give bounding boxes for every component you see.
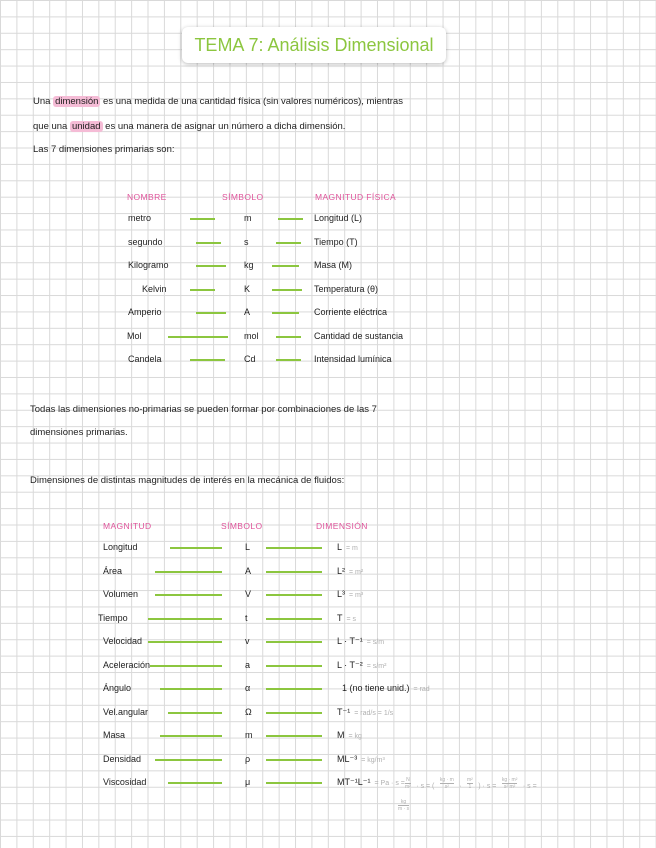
table2-dimension-0	[337, 542, 358, 552]
table2-connector-right-6	[266, 688, 322, 690]
table1-connector-left-6	[190, 359, 225, 361]
table1-symbol-6: Cd	[244, 354, 256, 364]
table2-name-6: Ángulo	[103, 683, 132, 693]
unit-value: = m²	[349, 568, 364, 576]
table1-magnitude-3: Temperatura (θ)	[314, 283, 379, 294]
table2-name-7: Vel.angular	[103, 706, 149, 717]
table1-header-symbol: SÍMBOLO	[222, 192, 264, 202]
mid-line-3: Dimensiones de distintas magnitudes de interés en la mecánica de fluidos:	[30, 475, 345, 486]
table2-name-8: Masa	[103, 730, 126, 740]
dimension-value: ML⁻³	[337, 753, 358, 764]
highlight-dimension: dimensión	[55, 96, 99, 107]
table1-connector-left-4	[196, 312, 226, 314]
table2-connector-left-4	[148, 641, 222, 643]
table2-symbol-8: m	[245, 730, 253, 740]
unit-value: = s/m	[366, 639, 385, 646]
unit-value: = kg/m³	[361, 756, 385, 764]
table2-connector-left-9	[155, 759, 222, 761]
table2-dimension-7	[337, 707, 393, 718]
table2-connector-left-10	[168, 782, 222, 784]
table2-dimension-10	[337, 777, 405, 788]
table1-name-4: Amperio	[128, 307, 162, 317]
table1-magnitude-2: Masa (M)	[314, 260, 352, 270]
dimension-value: M	[337, 730, 345, 740]
table2-connector-right-0	[266, 547, 322, 549]
table2-header-symbol: SÍMBOLO	[221, 521, 263, 531]
table1-symbol-3: K	[244, 283, 251, 294]
table2-header-magnitude: MAGNITUD	[103, 521, 152, 531]
dimension-value: L · T⁻¹	[337, 636, 363, 646]
table2-connector-left-6	[160, 688, 222, 690]
table2-symbol-5: a	[245, 659, 251, 670]
unit-value: = kg	[348, 733, 362, 740]
table2-dimension-2	[337, 589, 363, 599]
table2-symbol-3: t	[245, 612, 248, 623]
highlight-unit: unidad	[71, 121, 101, 132]
table2-dimension-1	[337, 566, 363, 576]
table1-connector-right-2	[272, 265, 299, 267]
table2-dimension-8	[337, 730, 362, 740]
table2-symbol-6: α	[245, 683, 251, 693]
table2-connector-left-8	[160, 735, 222, 737]
table2-connector-right-1	[266, 571, 322, 573]
table1-connector-right-1	[276, 242, 301, 244]
dimension-value: L · T⁻²	[337, 659, 363, 670]
table1-connector-left-3	[190, 289, 215, 291]
table2-symbol-9: ρ	[245, 753, 251, 764]
table2-name-3: Tiempo	[98, 612, 128, 623]
table2-connector-right-4	[266, 641, 322, 643]
unit-value: = s/m²	[366, 662, 387, 670]
table2-dimension-6	[342, 683, 430, 693]
unit-value: = rad/s = 1/s	[354, 709, 394, 717]
table1-symbol-4: A	[244, 307, 251, 317]
table2-dimension-3	[337, 613, 356, 623]
table2-symbol-7: Ω	[245, 706, 252, 717]
table2-name-0: Longitud	[103, 542, 138, 552]
table2-connector-right-2	[266, 594, 322, 596]
table2-connector-right-7	[266, 712, 322, 714]
table2-connector-left-7	[168, 712, 222, 714]
table1-symbol-1: s	[244, 236, 249, 247]
table2-connector-left-2	[155, 594, 222, 596]
table1-magnitude-5: Cantidad de sustancia	[314, 330, 404, 341]
table1-magnitude-1: Tiempo (T)	[314, 236, 358, 247]
table2-connector-left-5	[150, 665, 222, 667]
table1-name-0: metro	[128, 213, 152, 223]
table1-connector-right-3	[272, 289, 302, 291]
unit-value: = m	[346, 545, 358, 552]
table1-magnitude-0: Longitud (L)	[314, 213, 363, 223]
table1-connector-right-6	[276, 359, 301, 361]
table1-connector-right-0	[278, 218, 303, 220]
table1-name-1: segundo	[128, 236, 163, 247]
dimension-value: 1 (no tiene unid.)	[342, 683, 410, 693]
table2-symbol-4: v	[245, 636, 250, 646]
table1-connector-right-5	[276, 336, 301, 338]
dimension-value: T	[337, 612, 343, 623]
table2-connector-right-5	[266, 665, 322, 667]
table1-connector-left-1	[196, 242, 221, 244]
table2-name-9: Densidad	[103, 753, 142, 764]
dimension-value: T⁻¹	[337, 706, 351, 717]
table2-connector-right-10	[266, 782, 322, 784]
viscosity-expression: $\frac{N}{\text{m²}}$ · s = ( $\frac{kg \cdot m}{\text{s²}}$ · $\frac{\text{m²}}{1}$ ) · s = $\frac{\text{kg · m²}}{\text{s² m²}}$ · s =	[405, 777, 537, 791]
page-title: TEMA 7: Análisis Dimensional	[182, 27, 446, 63]
table1-symbol-2: kg	[244, 260, 254, 270]
table2-name-10: Viscosidad	[103, 777, 147, 787]
table2-connector-right-9	[266, 759, 322, 761]
table1-name-3: Kelvin	[142, 283, 167, 294]
table2-symbol-2: V	[245, 589, 252, 599]
intro-line-1: Una dimensión es una medida de una cantidad física (sin valores numéricos), mientras	[33, 96, 403, 107]
table1-symbol-0: m	[244, 213, 252, 223]
table2-name-2: Volumen	[103, 589, 139, 599]
dimension-value: L³	[337, 589, 346, 599]
table2-name-4: Velocidad	[103, 636, 143, 646]
table2-symbol-10: μ	[245, 777, 251, 787]
table1-connector-left-0	[190, 218, 215, 220]
table2-dimension-4	[337, 636, 384, 647]
table2-connector-right-8	[266, 735, 322, 737]
intro-line-3: Las 7 dimensiones primarias son:	[33, 144, 175, 155]
table2-connector-left-1	[155, 571, 222, 573]
table1-name-6: Candela	[128, 354, 162, 364]
table1-connector-right-4	[272, 312, 299, 314]
table2-symbol-1: A	[245, 565, 252, 576]
table2-name-1: Área	[103, 565, 123, 576]
dimension-value: L	[337, 542, 343, 552]
table2-connector-left-0	[170, 547, 222, 549]
unit-value: = Pa · s =	[374, 780, 405, 787]
intro-line-2: que una unidad es una manera de asignar un número a dicha dimensión.	[33, 121, 346, 132]
dimension-value: L²	[337, 565, 346, 576]
table1-header-magnitude: MAGNITUD FÍSICA	[315, 192, 397, 202]
unit-value: = s	[346, 615, 357, 623]
table2-header-dimension: DIMENSIÓN	[316, 521, 368, 531]
mid-line-2: dimensiones primarias.	[30, 427, 128, 438]
table1-connector-left-5	[168, 336, 228, 338]
table2-dimension-9	[337, 754, 385, 765]
table2-symbol-0: L	[245, 542, 251, 552]
table2-connector-left-3	[148, 618, 222, 620]
table1-magnitude-6: Intensidad lumínica	[314, 354, 392, 364]
unit-value: = rad	[413, 686, 430, 693]
table2-dimension-5	[337, 660, 386, 671]
table1-name-2: Kilogramo	[128, 260, 169, 270]
table1-name-5: Mol	[127, 330, 142, 341]
table2-connector-right-3	[266, 618, 322, 620]
dimension-value: MT⁻¹L⁻¹	[337, 777, 371, 787]
unit-value: = m³	[349, 592, 364, 599]
viscosity-expression-tail: $\frac{kg}{m \cdot s}$	[398, 799, 410, 813]
table1-symbol-5: mol	[244, 330, 259, 341]
table2-name-5: Aceleración	[103, 659, 151, 670]
table1-magnitude-4: Corriente eléctrica	[314, 307, 388, 317]
mid-line-1: Todas las dimensiones no-primarias se pueden formar por combinaciones de las 7	[30, 404, 377, 415]
table1-connector-left-2	[196, 265, 226, 267]
table1-header-name: NOMBRE	[127, 192, 167, 202]
